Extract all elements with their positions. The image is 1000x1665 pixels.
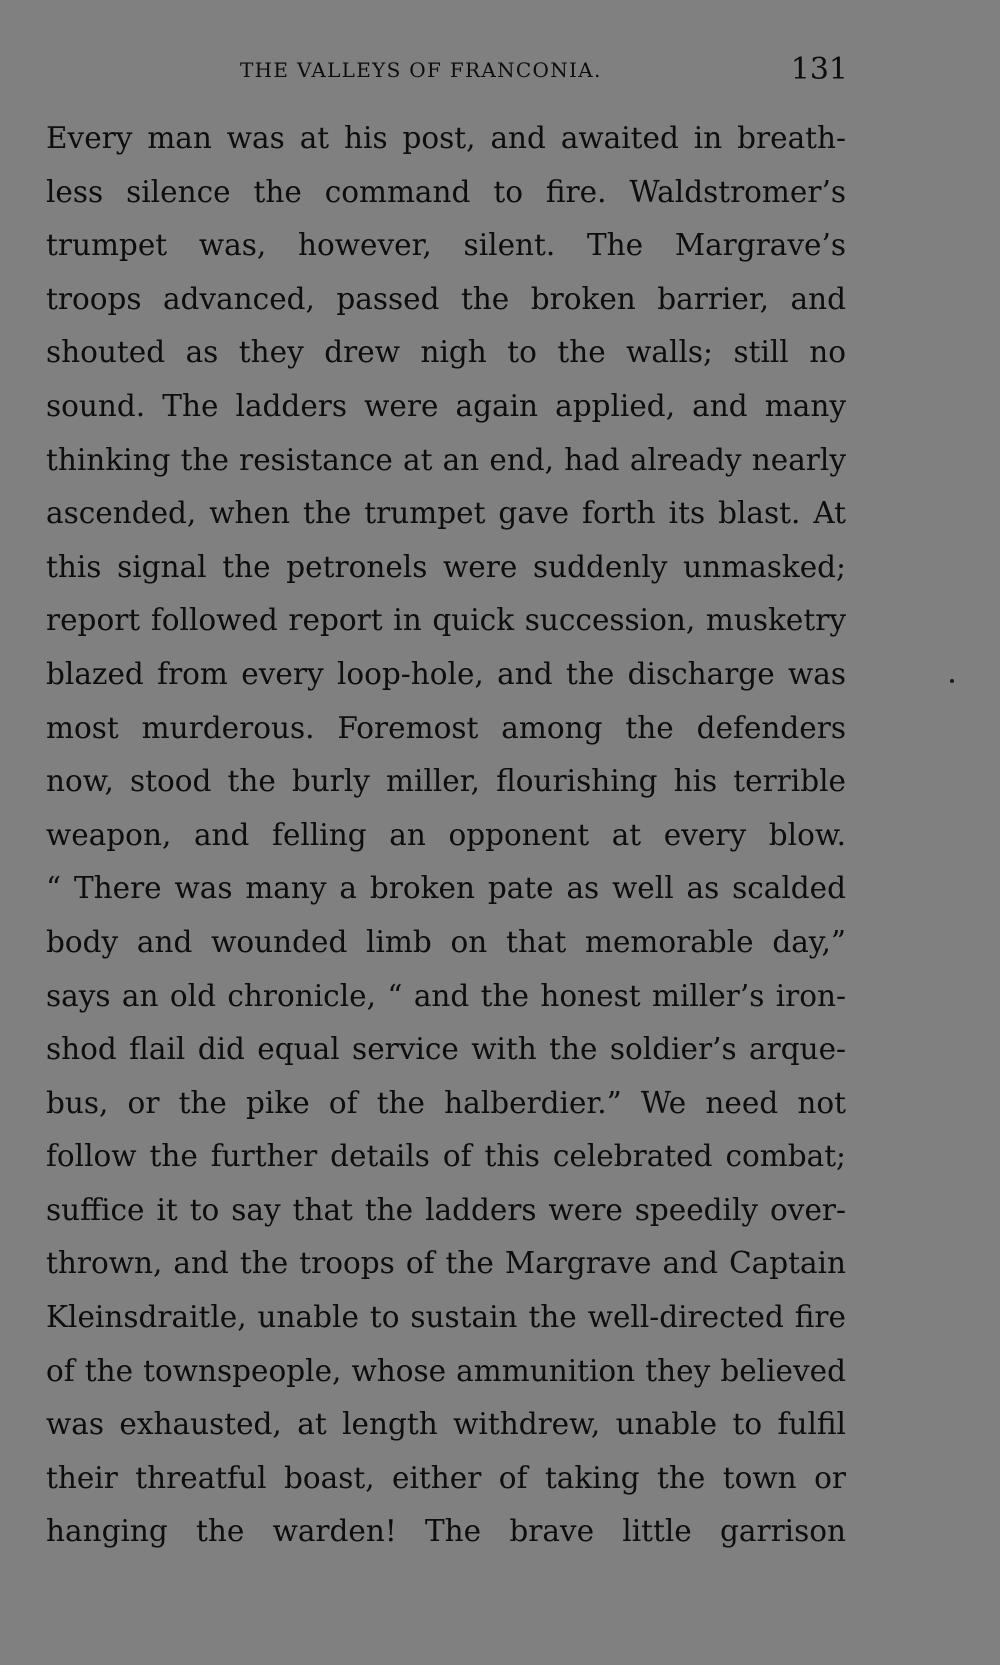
- text-line: report followed report in quick succession, musketry: [46, 603, 846, 638]
- text-line: Kleinsdraitle, unable to sustain the well-directed fire: [46, 1300, 846, 1335]
- text-line: was exhausted, at length withdrew, unable to fulfil: [46, 1407, 846, 1442]
- text-line: “ There was many a broken pate as well as scalded: [46, 871, 846, 906]
- text-line: suffice it to say that the ladders were speedily over-: [46, 1192, 846, 1227]
- ink-speck: [950, 679, 954, 683]
- text-line: sound. The ladders were again applied, and many: [46, 388, 846, 423]
- text-line: thinking the resistance at an end, had already nearly: [46, 442, 846, 477]
- text-line: thrown, and the troops of the Margrave and Captain: [46, 1246, 846, 1281]
- text-line: follow the further details of this celebrated combat;: [46, 1139, 846, 1174]
- text-line: troops advanced, passed the broken barrier, and: [46, 281, 846, 316]
- text-line: blazed from every loop-hole, and the discharge was: [46, 656, 846, 691]
- text-line: of the townspeople, whose ammunition they believed: [46, 1353, 846, 1388]
- text-line: shouted as they drew nigh to the walls; still no: [46, 335, 846, 370]
- text-line: weapon, and felling an opponent at every blow.: [46, 817, 846, 852]
- text-line: bus, or the pike of the halberdier.” We need not: [46, 1085, 846, 1120]
- text-line: now, stood the burly miller, flourishing his terrible: [46, 764, 846, 799]
- text-line: trumpet was, however, silent. The Margrave’s: [46, 228, 846, 263]
- text-line: says an old chronicle, “ and the honest miller’s iron-: [46, 978, 846, 1013]
- running-title: THE VALLEYS OF FRANCONIA.: [240, 58, 602, 82]
- body-text: [46, 112, 846, 1559]
- text-line: ascended, when the trumpet gave forth its blast. At: [46, 496, 846, 531]
- text-line: less silence the command to fire. Waldstromer’s: [46, 174, 846, 209]
- text-line: their threatful boast, either of taking the town or: [46, 1460, 846, 1495]
- text-line-last: hanging the warden! The brave little garrison: [46, 1514, 846, 1549]
- text-line: body and wounded limb on that memorable day,”: [46, 924, 846, 959]
- text-line: this signal the petronels were suddenly unmasked;: [46, 549, 846, 584]
- text-line: shod flail did equal service with the soldier’s arque-: [46, 1032, 846, 1067]
- running-head: [46, 52, 846, 92]
- page-number: 131: [790, 52, 848, 87]
- text-line: most murderous. Foremost among the defenders: [46, 710, 846, 745]
- text-line: Every man was at his post, and awaited in breath-: [46, 121, 846, 155]
